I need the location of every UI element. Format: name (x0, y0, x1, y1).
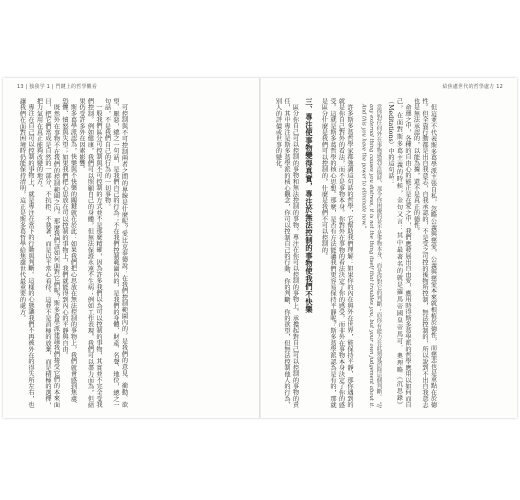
quote-chinese: 當你對任何外在事物感到苦惱時，那令你困擾的並不是事物本身，而是你對它的判斷；而你有能力在此刻就消除這個判斷。 (375, 104, 382, 400)
body-paragraph: 一般我們區分可控制與不可控制的方式並不是那麼精確，因為許多我們以為可以控制的事物，其實並不完全受我們控制。例如健康，我們可以照顧自己的身體，但無法保證永遠不生病；例如工作表現，我們可以盡力而為，但結果仍受許多外在因素影響。 (78, 98, 102, 408)
body-paragraph: 既然外在事物不在我們的控制範圍之內，那麼我們該如何面對它們呢？斯多葛學派建議我們接受它們的本來面目，把它們當成是自然的一部分，不抗拒、不執著，而是以平常心看待。這並不是消極的放棄，而是積極的選擇，把力氣用在真正能夠改變的地方。 (35, 98, 60, 408)
left-running-head: 13 | 独我学 1 | 門鍵上的哲學觀看 (17, 84, 98, 90)
section-heading: 三、專注使事物變得真實，專注於無法控制的事物使我們不快樂 (305, 98, 314, 314)
book-gutter (259, 78, 261, 418)
quote-english: "If any external thing causes you distress, it is not the thing itself that troubles you, but your own judgement about it. And this you have the power to eliminate now." (360, 104, 382, 408)
body-paragraph: 專注在自己可以控制的事物上，就是專注在當下的行動與判斷。這樣的心態讓我們不再被外在的得失所左右，也讓我們在面對困境時仍能保持清明，這正是斯多葛哲學給焦慮世代最重要的處方。 (18, 98, 34, 408)
right-page (273, 98, 503, 408)
body-paragraph: 命運之中，各種的自由心的能正是在愛之中，我們應發展出自由愛，應用時得斯多葛學派的哲學應用以如何而自己，在面對斯多葛主義的時候，金句又言：其中最著名的就是羅馬帝國皇帝馬可．奧理略《沉思錄》（Meditations）中的這句話： (387, 98, 411, 408)
book-spread (3, 78, 517, 418)
right-page-text (273, 98, 437, 408)
body-paragraph: 可控制與不可控制兩者之間的界線是什麼呢？愛比克泰德說：在我們控制範圍內的，是我們的意見、衝動、欲望、厭惡，總之一句話，是我們自己的行為；不在我們控制範圍內的，是我們的身體、財產、名聲、地位，總之一句話，不是我們自己的行為的一切事物。 (103, 98, 128, 408)
body-paragraph: 斯多葛學派認為，快樂與不快樂的關鍵就在於此：如果我們把心思放在無法控制的事物上，我們就會感到焦慮、恐懼、憤怒與失望；如果我們把心思放在可以控制的事物上，我們就能得到內心的平靜與自由。 (61, 98, 77, 408)
block-quote (359, 98, 382, 408)
body-paragraph: 但這並不代表斯多葛學派主張自私，忽略公義與慈愛。公義與慈愛本來就根植於德性，而慈悲也是重點在於德性。但全靠行動都是出自我意志，自我承認的，不是受之可控的後物所控制，無法控制的，所以說到不出自我意志也是無法承認的，以能為據，還不是真正的德性。 (412, 98, 437, 408)
body-paragraph: 許多斯多葛哲學家都強調這句話的哲學，它幫助我們理解：如果你的內在與外在世界，能保持平靜，那你遇到的就是你自己對外的看法，而不是事物本身。你對外在事物的看法決定了你的感受，而非外在事物本身決定了你的感受。這就是斯多葛哲學的核心思想。那麼，是否有方法能讓我們更容易保持平靜呢？斯多葛學派認為是有的，那就是區分什麼是我們可以控制的，什麼是我們不可以控制的。 (320, 98, 353, 408)
right-running-head: 給焦慮世代的哲學處方 12 (442, 84, 503, 90)
left-page-text (17, 98, 128, 408)
body-paragraph: 區分你自己可以控制的事物和無法控制的事物，專注在你可以控制的事物上，承擔起對自己可以控制的事物的責任，其中專注是斯多葛學派的核心觀念，你可以控制自己的行動、你的判斷、你的欲望，但無法控制他人的行為、別人的評價或世事的變化。 (274, 98, 299, 408)
left-page (17, 98, 247, 408)
